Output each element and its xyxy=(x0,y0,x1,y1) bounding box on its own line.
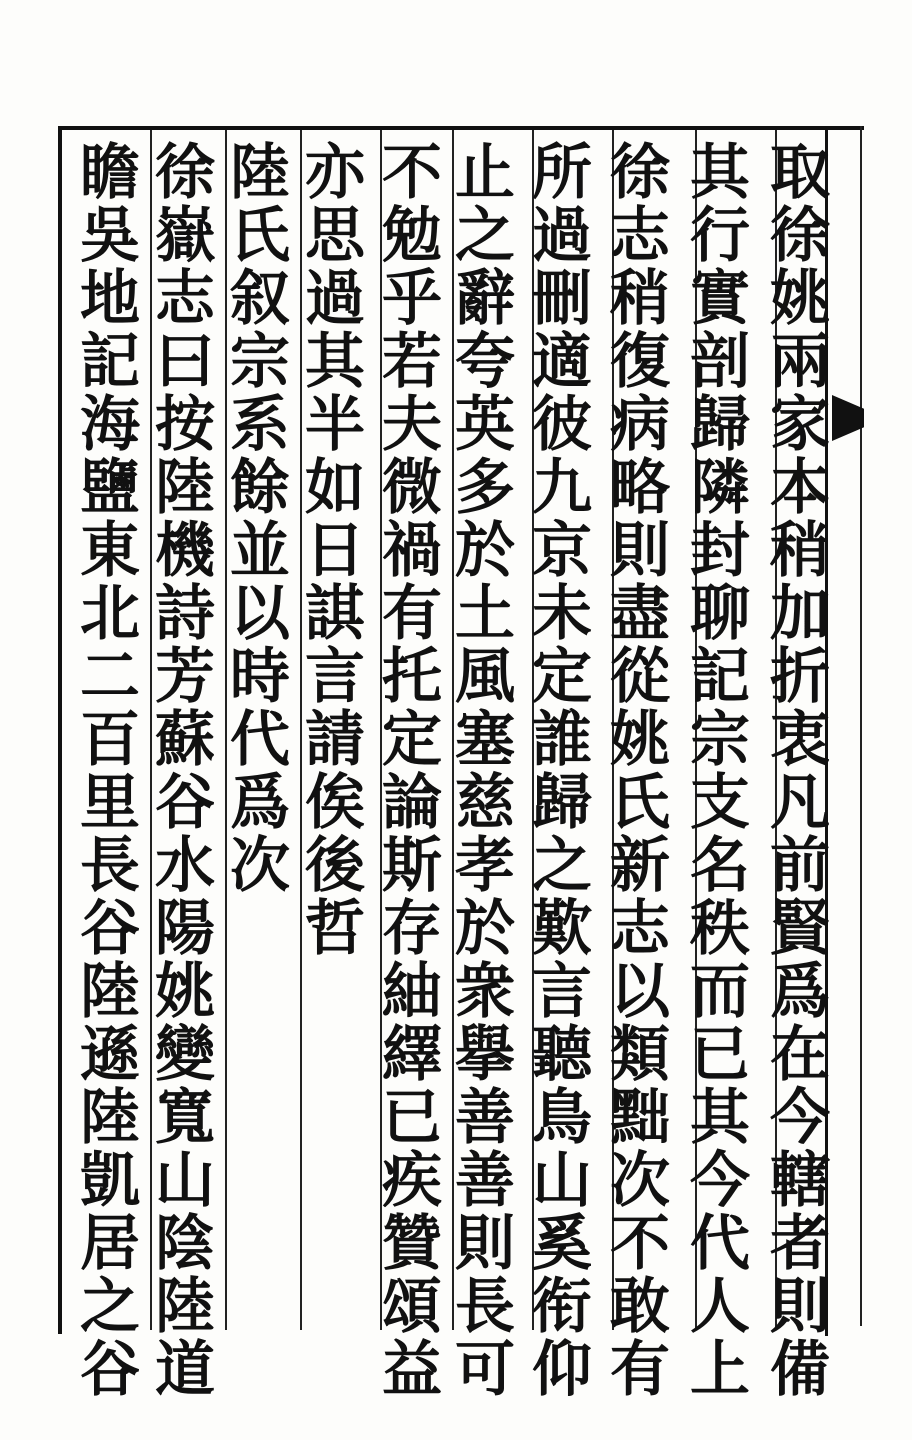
frame-left-border xyxy=(58,126,62,1334)
text-column-3: 徐志稍復病略則盡從姚氏新志以類黜次不敢有 xyxy=(600,140,670,1400)
text-column-9: 徐嶽志曰按陸機詩芳蘇谷水陽姚變寬山陰陸道 xyxy=(145,140,215,1400)
text-column-1: 取徐姚兩家本稍加折衷凡前賢爲在今轄者則備 xyxy=(760,140,830,1400)
text-column-2: 其行實剖歸隣封聊記宗支名秩而已其今代人上 xyxy=(680,140,750,1400)
text-column-10: 瞻吳地記海鹽東北二百里長谷陸遜陸凱居之谷 xyxy=(70,140,140,1400)
text-column-5: 止之辭夸英多於土風塞慈孝於衆擧善善則長可 xyxy=(445,140,515,1400)
text-column-6: 不勉乎若夫微禍有托定論斯存紬繹已疾贊頌益 xyxy=(372,140,442,1400)
text-column-7: 亦思過其半如日諆言請俟後哲 xyxy=(295,140,365,959)
frame-top-border xyxy=(58,126,864,130)
text-column-8: 陸氏叙宗系餘並以時代爲次 xyxy=(220,140,290,896)
margin-border xyxy=(860,126,862,1326)
text-column-4: 所過刪適彼九京未定誰歸之歎言聽鳥山奚衔仰 xyxy=(522,140,592,1400)
